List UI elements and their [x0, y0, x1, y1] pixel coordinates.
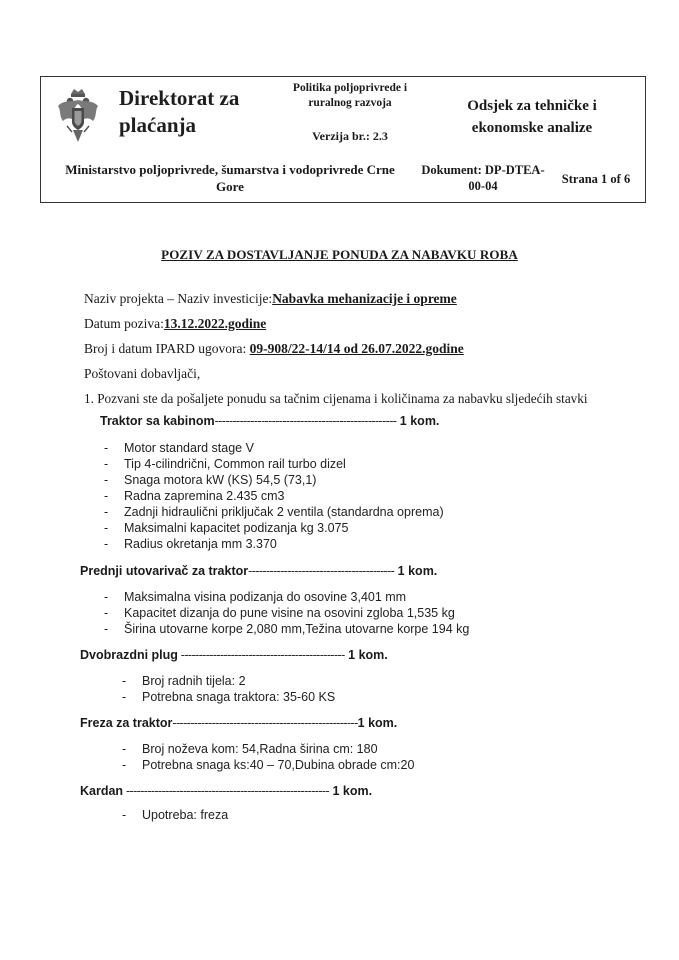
ministry-cell: Ministarstvo poljoprivrede, šumarstva i vodoprivrede Crne Gore: [65, 162, 395, 194]
date-line: [84, 316, 266, 332]
item-heading: Dvobrazdni plug ---------------------------------------------- 1 kom.: [80, 648, 388, 662]
list-item: - Snaga motora kW (KS) 54,5 (73,1): [104, 473, 317, 487]
list-item: - Broj radnih tijela: 2: [122, 674, 246, 688]
invitation-text: 1. Pozvani ste da pošaljete ponudu sa tačnim cijenama i količinama za nabavku sljedećih stavki: [84, 391, 588, 406]
document-header-table: [40, 76, 646, 203]
version-cell: Verzija br.: 2.3: [312, 129, 388, 143]
list-item: - Radna zapremina 2.435 cm3: [104, 489, 285, 503]
item-heading: Freza za traktor----------------------------------------------------1 kom.: [80, 716, 398, 730]
project-line: [84, 291, 457, 307]
list-item: - Radius okretanja mm 3.370: [104, 537, 277, 551]
list-item: - Broj noževa kom: 54,Radna širina cm: 180: [122, 742, 378, 756]
contract-value: 09-908/22-14/14 od 26.07.2022.godine: [249, 341, 464, 356]
item-heading: Prednji utovarivač za traktor----------------------------------------- 1 kom.: [80, 564, 438, 578]
greeting: Poštovani dobavljači,: [84, 366, 201, 381]
list-item: - Širina utovarne korpe 2,080 mm,Težina utovarne korpe 194 kg: [104, 622, 470, 636]
item-heading: Traktor sa kabinom--------------------------------------------------- 1 kom.: [100, 414, 440, 428]
list-item: - Motor standard stage V: [104, 441, 254, 455]
list-item: - Upotreba: freza: [122, 808, 229, 822]
page-number-cell: Strana 1 of 6: [561, 172, 631, 186]
document-title: POZIV ZA DOSTAVLJANJE PONUDA ZA NABAVKU ROBA: [161, 247, 518, 262]
project-value: Nabavka mehanizacije i opreme: [272, 291, 457, 306]
document-id-cell: Dokument: DP-DTEA- 00-04: [421, 163, 545, 193]
project-label: Naziv projekta – Naziv investicije:: [84, 291, 273, 306]
list-item: - Potrebna snaga traktora: 35-60 KS: [122, 690, 336, 704]
contract-line: [84, 341, 464, 357]
list-item: - Tip 4-cilindrični, Common rail turbo dizel: [104, 457, 346, 471]
contract-label: Broj i datum IPARD ugovora:: [84, 341, 250, 356]
organization-cell: [41, 77, 281, 156]
montenegro-coat-of-arms-icon: [57, 88, 99, 144]
organization-name: Direktorat za plaćanja: [119, 86, 240, 137]
policy-cell: Politika poljoprivrede i ruralnog razvoja: [292, 82, 408, 109]
item-heading: Kardan --------------------------------------------------------- 1 kom.: [80, 784, 373, 798]
list-item: - Zadnji hidraulični priključak 2 ventila (standardna oprema): [104, 505, 444, 519]
date-label: Datum poziva:: [84, 316, 164, 331]
department-cell: Odsjek za tehničke i ekonomske analize: [467, 98, 597, 136]
date-value: 13.12.2022.godine: [163, 316, 267, 331]
list-item: - Maksimalna visina podizanja do osovine 3,401 mm: [104, 590, 407, 604]
list-item: - Kapacitet dizanja do pune visine na osovini zgloba 1,535 kg: [104, 606, 455, 620]
list-item: - Maksimalni kapacitet podizanja kg 3.075: [104, 521, 349, 535]
list-item: - Potrebna snaga ks:40 – 70,Dubina obrade cm:20: [122, 758, 415, 772]
